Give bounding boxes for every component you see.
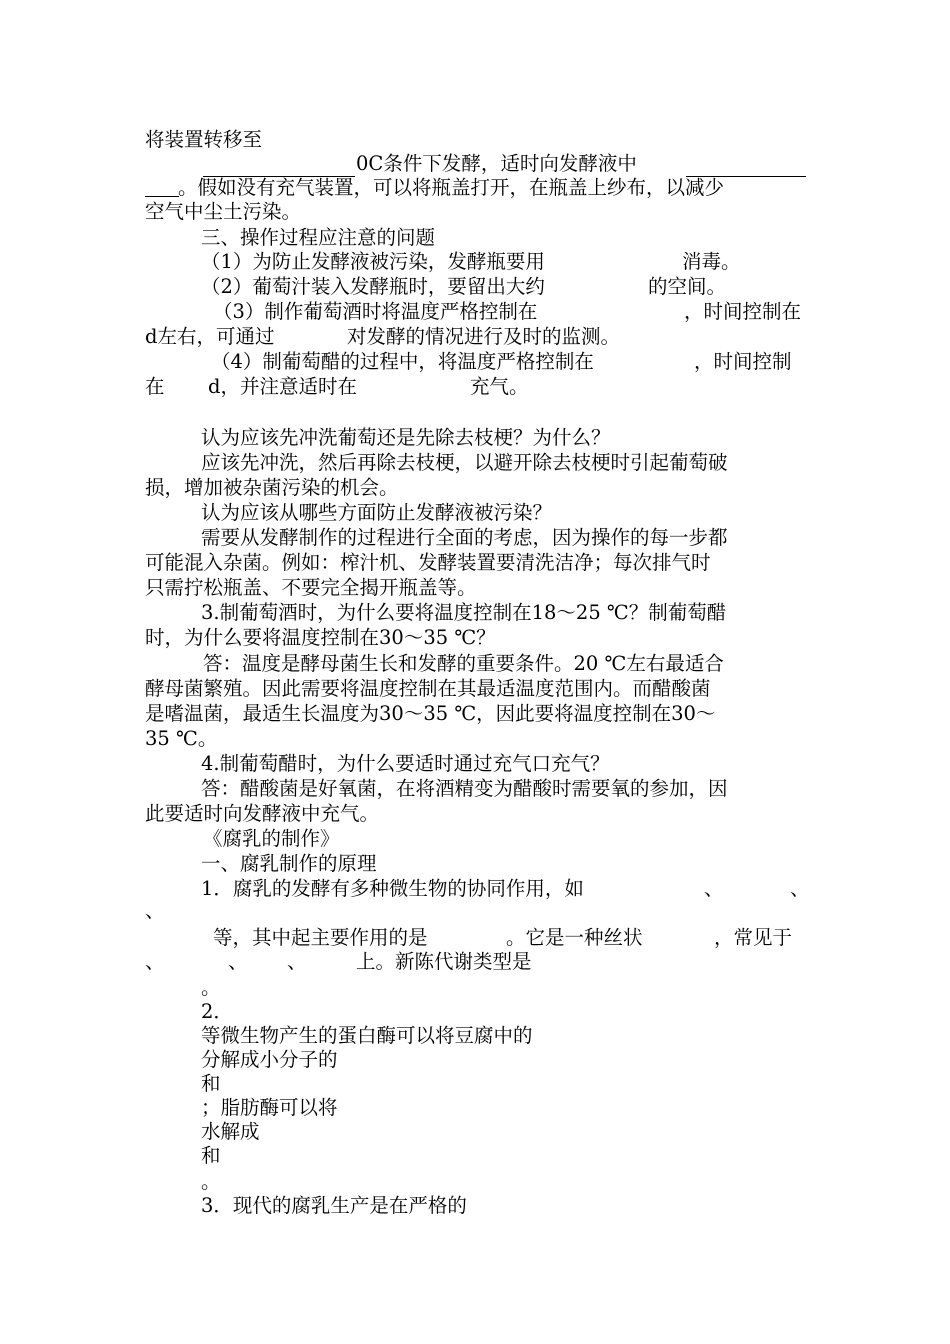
- text-line: 等，其中起主要作用的是: [213, 926, 428, 949]
- text-line: （2）葡萄汁装入发酵瓶时，要留出大约: [201, 275, 545, 298]
- text-line: 等微生物产生的蛋白酶可以将豆腐中的: [201, 1024, 533, 1047]
- text-line: 是嗜温菌，最适生长温度为30～35 ℃，因此要将温度控制在30～: [145, 702, 716, 725]
- text-line: d，并注意适时在: [208, 375, 357, 398]
- text-line: 、: [790, 877, 810, 900]
- text-line: 、: [145, 950, 165, 973]
- section-title: 《腐乳的制作》: [203, 827, 340, 850]
- text-line: 酵母菌繁殖。因此需要将温度控制在其最适温度范围内。而醋酸菌: [145, 677, 711, 700]
- text-line: （1）为防止发酵液被污染，发酵瓶要用: [201, 250, 545, 273]
- text-line: 2．: [201, 1000, 233, 1023]
- text-line: 分解成小分子的: [201, 1048, 338, 1071]
- text-line: 和: [201, 1072, 221, 1095]
- text-line: 将装置转移至: [145, 128, 263, 151]
- text-line: 、: [145, 899, 165, 922]
- text-line: 上。新陈代谢类型是: [356, 950, 532, 973]
- text-line: 此要适时向发酵液中充气。: [145, 802, 380, 825]
- text-line: 时，为什么要将温度控制在30～35 ℃？: [145, 626, 496, 649]
- text-line: 。: [201, 1170, 221, 1193]
- section-heading: 一、腐乳制作的原理: [201, 852, 377, 875]
- text-line: 消毒。: [682, 250, 741, 273]
- text-line: 对发酵的情况进行及时的监测。: [347, 325, 621, 348]
- text-line: 空气中尘土污染。: [145, 200, 302, 223]
- text-line: 35 ℃。: [145, 727, 218, 750]
- text-line: 答：醋酸菌是好氧菌，在将酒精变为醋酸时需要氧的参加，因: [201, 777, 728, 800]
- text-line: （4）制葡萄醋的过程中，将温度严格控制在: [211, 350, 594, 373]
- text-line: 、: [287, 950, 307, 973]
- text-line: 0C条件下发酵，适时向发酵液中: [356, 152, 637, 175]
- text-line: 水解成: [201, 1120, 260, 1143]
- text-line: 认为应该从哪些方面防止发酵液被污染？: [201, 501, 553, 524]
- text-line: ，时间控制: [694, 350, 792, 373]
- text-line: 。假如没有充气装置，可以将瓶盖打开，在瓶盖上纱布，以减少: [178, 176, 725, 199]
- text-line: ；脂肪酶可以将: [201, 1096, 338, 1119]
- text-line: 需要从发酵制作的过程进行全面的考虑，因为操作的每一步都: [201, 526, 728, 549]
- text-line: ，常见于: [714, 926, 793, 949]
- text-line: 认为应该先冲洗葡萄还是先除去枝梗？为什么？: [201, 426, 611, 449]
- text-line: 可能混入杂菌。例如：榨汁机、发酵装置要清洗洁净；每次排气时: [145, 551, 711, 574]
- blank-underline: [145, 196, 179, 197]
- text-line: 。它是一种丝状: [506, 926, 643, 949]
- text-line: ，时间控制在: [684, 300, 802, 323]
- text-line: 损，增加被杂菌污染的机会。: [145, 476, 399, 499]
- text-line: 4.制葡萄醋时，为什么要适时通过充气口充气？: [201, 752, 610, 775]
- text-line: 只需拧松瓶盖、不要完全揭开瓶盖等。: [145, 576, 477, 599]
- text-line: 3．现代的腐乳生产是在严格的: [201, 1194, 467, 1217]
- text-line: 充气。: [470, 375, 529, 398]
- section-heading: 三、操作过程应注意的问题: [201, 226, 436, 249]
- text-line: 答：温度是酵母菌生长和发酵的重要条件。20 ℃左右最适合: [203, 652, 724, 675]
- text-line: 、: [704, 877, 724, 900]
- text-line: d左右，可通过: [145, 325, 275, 348]
- text-line: 应该先冲洗，然后再除去枝梗，以避开除去枝梗时引起葡萄破: [201, 451, 728, 474]
- text-line: 和: [201, 1144, 221, 1167]
- text-line: 的空间。: [648, 275, 727, 298]
- text-line: 、: [228, 950, 248, 973]
- text-line: 3.制葡萄酒时，为什么要将温度控制在18～25 ℃？制葡萄醋: [201, 601, 727, 624]
- text-line: （3）制作葡萄酒时将温度严格控制在: [213, 300, 538, 323]
- text-line: 1．腐乳的发酵有多种微生物的协同作用，如: [201, 877, 584, 900]
- text-line: 。: [201, 976, 221, 999]
- text-line: 在: [145, 375, 165, 398]
